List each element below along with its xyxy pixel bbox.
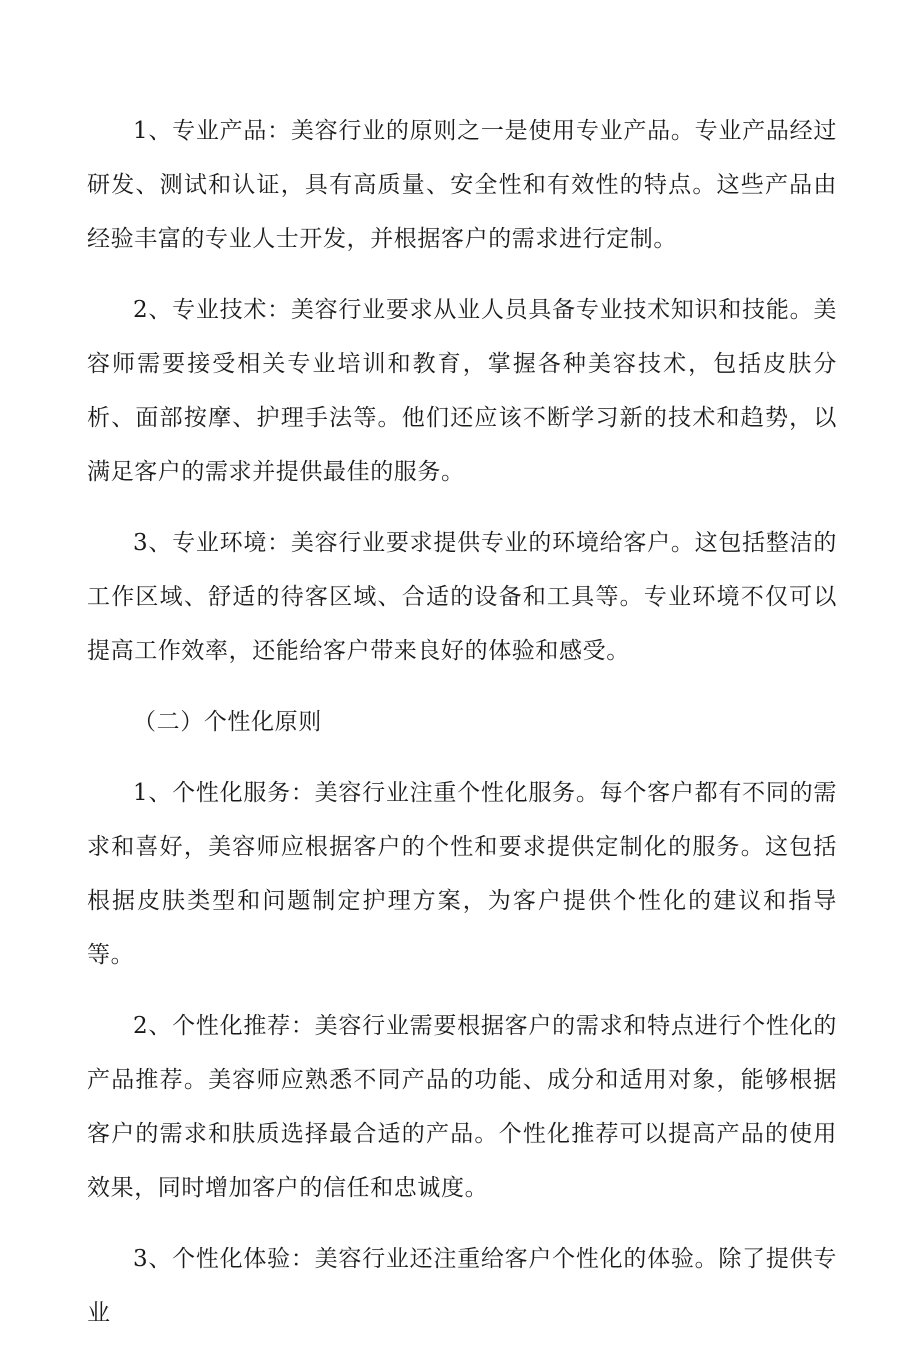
paragraph-professional-environment: 3、专业环境：美容行业要求提供专业的环境给客户。这包括整洁的工作区域、舒适的待客区域、合适的设备和工具等。专业环境不仅可以提高工作效率，还能给客户带来良好的体验和感受。 xyxy=(87,530,837,664)
paragraph-personalized-experience: 3、个性化体验：美容行业还注重给客户个性化的体验。除了提供专业 xyxy=(87,1246,837,1326)
paragraph-professional-skills: 2、专业技术：美容行业要求从业人员具备专业技术知识和技能。美容师需要接受相关专业培训和教育，掌握各种美容技术，包括皮肤分析、面部按摩、护理手法等。他们还应该不断学习新的技术和趋势，以满足客户的需求并提供最佳的服务。 xyxy=(87,297,837,485)
paragraph-professional-products: 1、专业产品：美容行业的原则之一是使用专业产品。专业产品经过研发、测试和认证，具有高质量、安全性和有效性的特点。这些产品由经验丰富的专业人士开发，并根据客户的需求进行定制。 xyxy=(87,118,837,252)
paragraph-personalized-recommendation: 2、个性化推荐：美容行业需要根据客户的需求和特点进行个性化的产品推荐。美容师应熟悉不同产品的功能、成分和适用对象，能够根据客户的需求和肤质选择最合适的产品。个性化推荐可以提高产品的使用效果，同时增加客户的信任和忠诚度。 xyxy=(87,1013,837,1201)
paragraph-personalized-service: 1、个性化服务：美容行业注重个性化服务。每个客户都有不同的需求和喜好，美容师应根据客户的个性和要求提供定制化的服务。这包括根据皮肤类型和问题制定护理方案，为客户提供个性化的建议和指导等。 xyxy=(87,780,837,968)
document-body xyxy=(87,104,837,1357)
section-heading-personalization: （二）个性化原则 xyxy=(133,709,322,735)
